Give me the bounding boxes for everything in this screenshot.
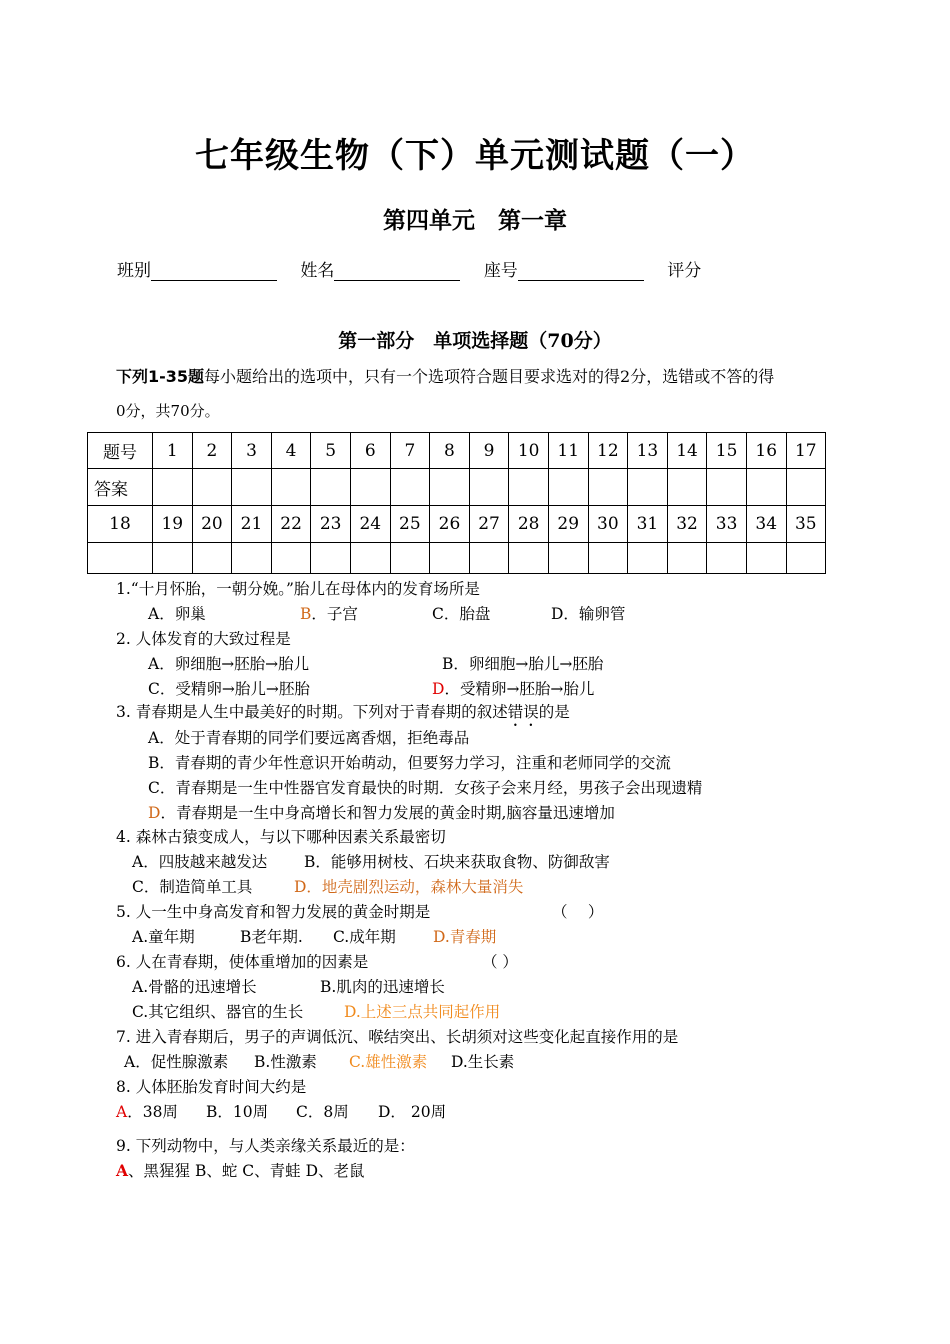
answer-cell[interactable] [232,469,272,506]
answer-cell[interactable] [786,543,826,574]
number-cell: 8 [430,433,470,469]
q3-option-b: B．青春期的青少年性意识开始萌动，但要努力学习，注重和老师同学的交流 [148,754,671,772]
answer-cell[interactable] [588,469,628,506]
answer-cell[interactable] [588,543,628,574]
number-cell: 6 [350,433,390,469]
q5-option-c: C.成年期 [333,928,396,946]
name-label: 姓名 [300,261,335,281]
number-cell: 18 [88,506,153,543]
instructions-line2: 0分，共70分。 [116,402,220,420]
answer-cell[interactable] [192,469,232,506]
q1-option-d: D．输卵管 [551,605,626,623]
q3-stem-pre: 3. 青春期是人生中最美好的时期。下列对于青春期的叙述 [116,703,508,721]
part1-heading: 第一部分 单项选择题（70分） [338,330,612,352]
q1-answer-letter: B [300,605,312,623]
q8-option-c: C．8周 [296,1103,349,1121]
answer-cell[interactable] [350,469,390,506]
q2-answer-letter: D [432,680,445,698]
q6-option-c: C.其它组织、器官的生长 [132,1003,304,1021]
answer-cell[interactable] [311,469,351,506]
q3-option-d [148,801,615,823]
answer-cell[interactable] [707,543,747,574]
question-2-stem: 2. 人体发育的大致过程是 [116,630,291,648]
q8-answer-letter: A [116,1103,128,1121]
answer-cell[interactable] [271,543,311,574]
q5-answer-paren: （ ） [552,903,604,921]
q3-stem-emphasis: 错误 [507,703,539,721]
answer-cell[interactable] [548,543,588,574]
number-cell: 35 [786,506,826,543]
page-title: 七年级生物（下）单元测试题（一） [195,136,755,176]
score-label: 评分 [667,261,702,281]
answer-cell[interactable] [430,469,470,506]
q8-option-a [116,1100,178,1122]
label-cell: 题号 [88,433,153,469]
number-cell: 4 [271,433,311,469]
q7-option-b: B.性激素 [254,1053,317,1071]
answer-cell[interactable] [153,469,193,506]
q5-option-b: B老年期. [240,928,303,946]
number-cell: 22 [271,506,311,543]
number-cell: 10 [509,433,549,469]
answer-cell[interactable] [311,543,351,574]
q8-option-d: D． 20周 [378,1103,447,1121]
number-cell: 25 [390,506,430,543]
q6-answer-paren: （ ） [482,953,518,971]
number-cell: 20 [192,506,232,543]
q3-option-c: C．青春期是一生中性器官发育最快的时期．女孩子会来月经，男孩子会出现遗精 [148,779,703,797]
q4-option-c: C．制造简单工具 [132,878,253,896]
q9-answer-letter: A [116,1161,129,1180]
instructions-line1 [116,364,774,387]
number-cell: 34 [746,506,786,543]
q6-option-d: D.上述三点共同起作用 [344,1003,501,1021]
question-8-stem: 8. 人体胚胎发育时间大约是 [116,1078,307,1096]
number-cell: 12 [588,433,628,469]
answer-cell[interactable] [667,469,707,506]
answer-cell[interactable] [390,469,430,506]
number-cell: 17 [786,433,826,469]
q2-option-d [432,677,594,699]
q1-option-c: C．胎盘 [432,605,491,623]
q2-option-a: A．卵细胞→胚胎→胎儿 [148,655,310,673]
question-9-stem: 9. 下列动物中，与人类亲缘关系最近的是： [116,1137,415,1155]
number-cell: 27 [469,506,509,543]
answer-cell[interactable] [153,543,193,574]
q1-option-b-text: ．子宫 [311,605,358,623]
q9-options-text: 、黑猩猩 B、蛇 C、青蛙 D、老鼠 [128,1162,365,1180]
q6-option-b: B.肌肉的迅速增长 [320,978,445,996]
answer-cell[interactable] [707,469,747,506]
number-cell: 21 [232,506,272,543]
number-cell: 33 [707,506,747,543]
q3-option-d-text: ．青春期是一生中身高增长和智力发展的黄金时期,脑容量迅速增加 [160,804,615,822]
q1-option-b [300,602,358,624]
answer-cell[interactable] [469,469,509,506]
answer-cell[interactable] [746,469,786,506]
q2-option-d-text: ．受精卵→胚胎→胎儿 [444,680,595,698]
q9-options [116,1159,365,1181]
answer-cell[interactable] [786,469,826,506]
number-cell: 19 [153,506,193,543]
number-cell: 9 [469,433,509,469]
number-cell: 2 [192,433,232,469]
number-cell: 3 [232,433,272,469]
answer-cell[interactable] [628,543,668,574]
q5-option-d: D.青春期 [433,928,497,946]
q3-stem-post: 的是 [538,703,570,721]
q7-option-c: C.雄性激素 [349,1053,428,1071]
answer-cell[interactable] [192,543,232,574]
name-blank[interactable] [334,262,460,281]
student-info-row [117,256,701,281]
answer-cell[interactable] [667,543,707,574]
q7-option-a: A．促性腺激素 [124,1053,229,1071]
number-cell: 31 [628,506,668,543]
q4-option-a: A．四肢越来越发达 [132,853,268,871]
q4-option-b: B．能够用树枝、石块来获取食物、防御敌害 [304,853,610,871]
answer-cell[interactable] [232,543,272,574]
seat-blank[interactable] [518,262,644,281]
answer-cell[interactable] [628,469,668,506]
number-cell: 29 [548,506,588,543]
answer-cell[interactable] [469,543,509,574]
question-4-stem: 4. 森林古猿变成人，与以下哪种因素关系最密切 [116,828,446,846]
seat-label: 座号 [483,261,518,281]
answer-cell[interactable] [548,469,588,506]
answer-cell[interactable] [88,543,153,574]
q5-option-a: A.童年期 [132,928,195,946]
class-label: 班别 [117,261,151,281]
number-cell: 13 [628,433,668,469]
question-7-stem: 7. 进入青春期后，男子的声调低沉、喉结突出、长胡须对这些变化起直接作用的是 [116,1028,679,1046]
q6-option-a: A.骨骼的迅速增长 [132,978,257,996]
question-1-stem: 1.“十月怀胎，一朝分娩。”胎儿在母体内的发育场所是 [116,580,480,598]
q2-option-b: B．卵细胞→胎儿→胚胎 [442,655,604,673]
q4-option-d: D．地壳剧烈运动，森林大量消失 [294,878,524,896]
table-row [88,433,826,469]
label-cell: 答案 [88,469,153,506]
table-row [88,469,826,506]
number-cell: 26 [430,506,470,543]
question-6-stem: 6. 人在青春期，使体重增加的因素是 [116,953,369,971]
number-cell: 15 [707,433,747,469]
question-5-stem: 5. 人一生中身高发育和智力发展的黄金时期是 [116,903,431,921]
number-cell: 23 [311,506,351,543]
answer-cell[interactable] [390,543,430,574]
number-cell: 16 [746,433,786,469]
answer-table [87,432,826,574]
answer-cell[interactable] [746,543,786,574]
q3-answer-letter: D [148,804,161,822]
q8-option-b: B．10周 [206,1103,269,1121]
number-cell: 32 [667,506,707,543]
number-cell: 5 [311,433,351,469]
number-cell: 7 [390,433,430,469]
q1-option-a: A．卵巢 [148,605,206,623]
answer-cell[interactable] [509,469,549,506]
number-cell: 28 [509,506,549,543]
class-blank[interactable] [151,262,277,281]
number-cell: 14 [667,433,707,469]
q8-option-a-text: ．38周 [127,1103,178,1121]
table-row [88,506,826,543]
instructions-bold: 下列1-35题 [116,367,205,386]
q3-option-a: A．处于青春期的同学们要远离香烟，拒绝毒品 [148,729,470,747]
answer-cell[interactable] [509,543,549,574]
answer-cell[interactable] [271,469,311,506]
q2-option-c: C．受精卵→胎儿→胚胎 [148,680,310,698]
number-cell: 30 [588,506,628,543]
number-cell: 1 [153,433,193,469]
page-subtitle: 第四单元 第一章 [383,207,567,234]
answer-cell[interactable] [350,543,390,574]
number-cell: 11 [548,433,588,469]
instructions-text: 每小题给出的选项中，只有一个选项符合题目要求选对的得2分，选错或不答的得 [204,367,775,386]
answer-cell[interactable] [430,543,470,574]
table-row [88,543,826,574]
number-cell: 24 [350,506,390,543]
q7-option-d: D.生长素 [451,1053,515,1071]
